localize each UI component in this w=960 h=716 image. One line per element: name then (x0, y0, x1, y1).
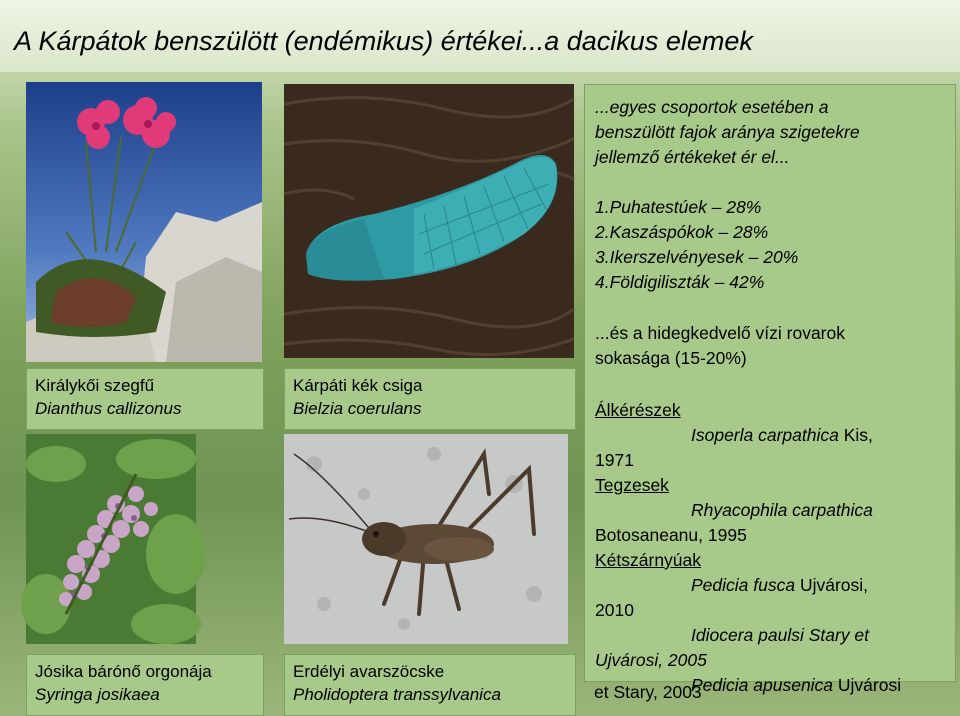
photo-syringa (26, 434, 196, 644)
species-pedicia-fusca-year: 2010 (595, 600, 634, 620)
species-isoperla-year: 1971 (595, 450, 634, 470)
cold-line-1: ...és a hidegkedvelő vízi rovarok (595, 323, 845, 343)
list-item: 4.Földigiliszták – 42% (595, 272, 765, 292)
group-ketszarnyuak: Kétszárnyúak (595, 550, 702, 570)
cold-water-insects-text (595, 321, 947, 371)
bielzia-common-name: Kárpáti kék csiga (293, 376, 423, 395)
list-item: 2.Kaszáspókok – 28% (595, 222, 769, 242)
photo-dianthus (26, 82, 262, 362)
species-rhyacophila-author: Botosaneanu, 1995 (595, 525, 747, 545)
caption-syringa (26, 654, 264, 716)
overflow-author-line: et Stary, 2003 (594, 682, 702, 702)
caption-dianthus (26, 368, 264, 430)
species-isoperla: Isoperla carpathica Kis, (691, 425, 873, 445)
pholidoptera-common-name: Erdélyi avarszöcske (293, 662, 445, 681)
slide-title: A Kárpátok benszülött (endémikus) értékei...a dacikus elemek (14, 26, 753, 56)
intro-line-3: jellemző értékeket ér el... (595, 147, 790, 167)
intro-line-1: ...egyes csoportok esetében a (595, 97, 829, 117)
list-item: 1.Puhatestúek – 28% (595, 197, 762, 217)
percent-list (595, 195, 947, 295)
list-item: 3.Ikerszelvényesek – 20% (595, 247, 799, 267)
cold-line-2: sokasága (15-20%) (595, 348, 747, 368)
species-rhyacophila: Rhyacophila carpathica (691, 500, 873, 520)
group-tegzesek: Tegzesek (595, 475, 669, 495)
dianthus-common-name: Királykői szegfű (35, 376, 155, 395)
species-pedicia-apusenica: Pedicia apusenica Ujvárosi (691, 675, 902, 695)
syringa-scientific-name: Syringa josikaea (35, 684, 160, 704)
group-alkereszek: Álkérészek (595, 400, 681, 420)
species-idiocera-author: Ujvárosi, 2005 (595, 650, 707, 670)
intro-text (595, 95, 947, 170)
photo-pholidoptera (284, 434, 568, 644)
species-list (595, 398, 947, 698)
dianthus-scientific-name: Dianthus callizonus (35, 398, 182, 418)
species-idiocera: Idiocera paulsi Stary et (691, 625, 870, 645)
caption-pholidoptera (284, 654, 576, 716)
bielzia-scientific-name: Bielzia coerulans (293, 398, 422, 418)
pholidoptera-scientific-name: Pholidoptera transsylvanica (293, 684, 501, 704)
photo-bielzia (284, 84, 574, 358)
species-pedicia-fusca: Pedicia fusca Ujvárosi, (691, 575, 869, 595)
syringa-common-name: Jósika bárónő orgonája (35, 662, 212, 681)
caption-bielzia (284, 368, 576, 430)
intro-line-2: benszülött fajok aránya szigetekre (595, 122, 860, 142)
